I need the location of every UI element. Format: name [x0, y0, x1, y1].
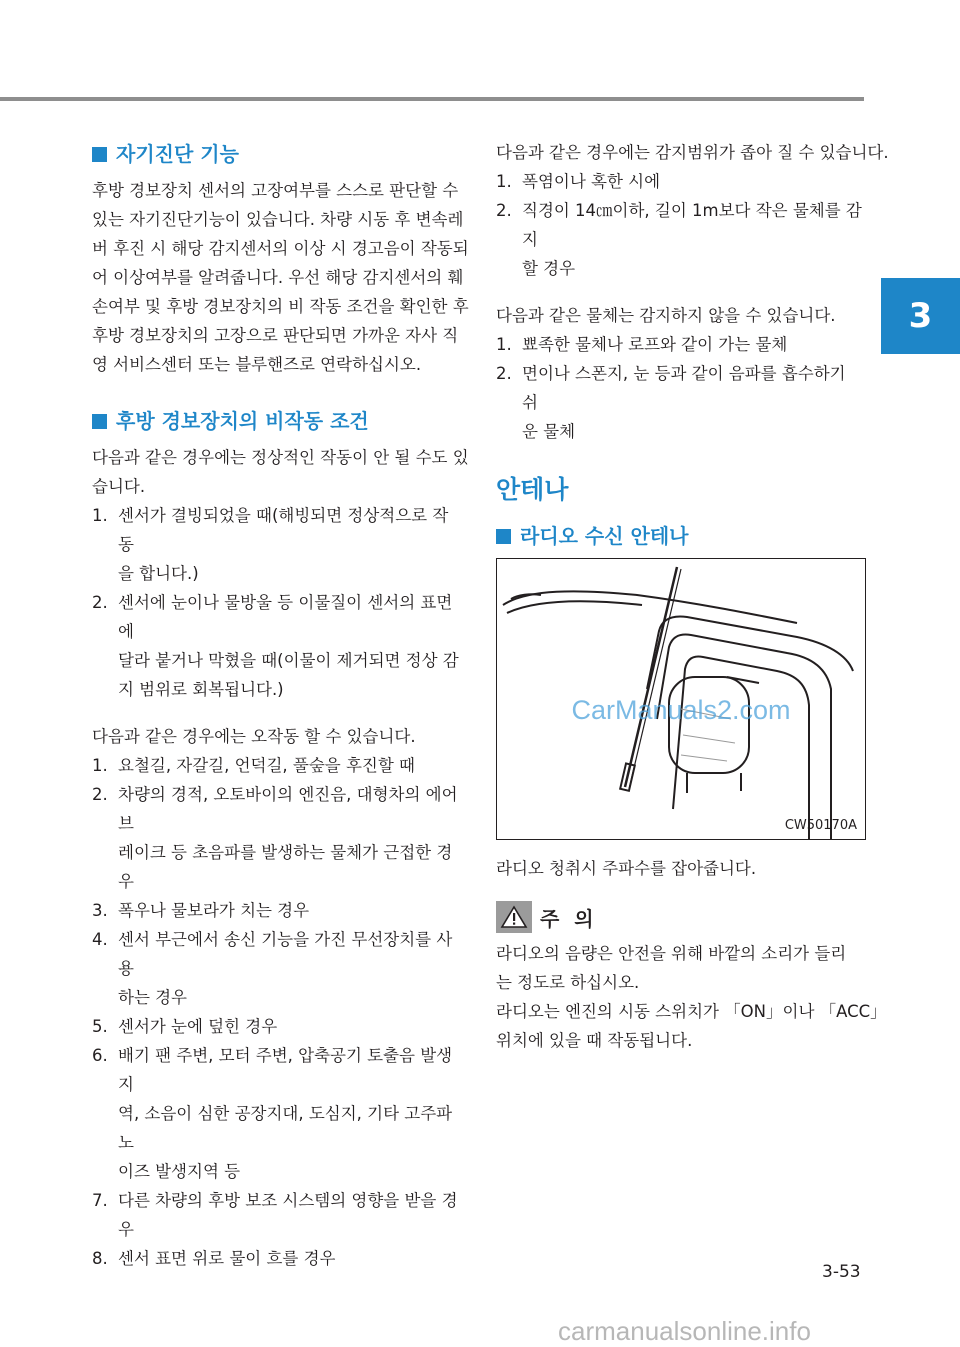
- list-item: 2. 직경이 14㎝이하, 길이 1m보다 작은 물체를 감지 할 경우: [496, 201, 862, 278]
- radio-antenna-heading: 라디오 수신 안테나: [496, 520, 866, 552]
- list-item: 2. 차량의 경적, 오토바이의 엔진음, 대형차의 에어 브 레이크 등 초음파를 발생하는 물체가 근접한 경우: [92, 785, 458, 891]
- list-item: 4. 센서 부근에서 송신 기능을 가진 무선장치를 사용 하는 경우: [92, 930, 453, 1007]
- list-item: 8. 센서 표면 위로 물이 흐를 경우: [92, 1249, 336, 1268]
- list-item: 1. 요철길, 자갈길, 언덕길, 풀숲을 후진할 때: [92, 756, 415, 775]
- misop-intro: 다음과 같은 경우에는 오작동 할 수 있습니다.: [92, 727, 416, 746]
- list-item: 2. 면이나 스폰지, 눈 등과 같이 음파를 흡수하기 쉬 운 물체: [496, 364, 846, 441]
- square-bullet-icon: [92, 147, 107, 162]
- square-bullet-icon: [496, 529, 511, 544]
- right-column: [496, 138, 889, 1055]
- undetect-list: [496, 330, 866, 446]
- top-rule: [0, 97, 864, 101]
- antenna-figure: [496, 558, 866, 840]
- self-diag-body: 후방 경보장치 센서의 고장여부를 스스로 판단할 수 있는 자기진단기능이 있습니다. 차량 시동 후 변속레 버 후진 시 해당 감지센서의 이상 시 경고음이 작동되 어 이상여부를 알려줍니다. 우선 해당 감지센서의 훼 손여부 및 후방 경보장치의 비 작동 조건을 확인한 후 후방 경보장치의 고장으로 판단되면 가까운 자사 직 영 서비스센터 또는 블루핸즈로 연락하십시오.: [92, 181, 469, 374]
- chapter-tab: 3: [881, 278, 960, 354]
- caution-title: 주 의: [540, 906, 598, 931]
- list-item: 2. 센서에 눈이나 물방울 등 이물질이 센서의 표면에 달라 붙거나 막혔을 때(이물이 제거되면 정상 감 지 범위로 회복됩니다.): [92, 593, 459, 699]
- misop-list: [92, 751, 462, 1273]
- list-item: 3. 폭우나 물보라가 치는 경우: [92, 901, 310, 920]
- square-bullet-icon: [92, 414, 107, 429]
- footer-watermark: carmanualsonline.info: [558, 1316, 811, 1346]
- self-diag-heading: 자기진단 기능: [92, 138, 462, 170]
- radio-body: 라디오 청취시 주파수를 잡아줍니다.: [496, 859, 757, 878]
- narrow-intro: 다음과 같은 경우에는 감지범위가 좁아 질 수 있습니다.: [496, 143, 889, 162]
- caution-header: [496, 901, 866, 933]
- warning-triangle-icon: [496, 901, 532, 933]
- list-item: 7. 다른 차량의 후방 보조 시스템의 영향을 받을 경우: [92, 1191, 458, 1239]
- narrow-list: [496, 167, 866, 283]
- non-operating-list: [92, 501, 462, 704]
- undetect-intro: 다음과 같은 물체는 감지하지 않을 수 있습니다.: [496, 306, 836, 325]
- left-column: [92, 138, 469, 1273]
- list-item: 5. 센서가 눈에 덮힌 경우: [92, 1017, 278, 1036]
- list-item: 1. 센서가 결빙되었을 때(해빙되면 정상적으로 작동 을 합니다.): [92, 506, 449, 583]
- caution-body: 라디오의 음량은 안전을 위해 바깥의 소리가 들리 는 정도로 하십시오. 라디오는 엔진의 시동 스위치가 「ON」이나 「ACC」 위치에 있을 때 작동됩니다.: [496, 944, 887, 1050]
- list-item: 6. 배기 팬 주변, 모터 주변, 압축공기 토출음 발생지 역, 소음이 심한 공장지대, 도심지, 기타 고주파 노 이즈 발생지역 등: [92, 1046, 453, 1181]
- page-number: 3-53: [822, 1262, 861, 1282]
- figure-code: CW50170A: [784, 818, 857, 833]
- list-item: 1. 뾰족한 물체나 로프와 같이 가는 물체: [496, 335, 788, 354]
- antenna-title: 안테나: [496, 475, 569, 504]
- list-item: 1. 폭염이나 혹한 시에: [496, 172, 661, 191]
- figure-watermark: CarManuals2.com: [571, 695, 791, 725]
- non-operating-intro: 다음과 같은 경우에는 정상적인 작동이 안 될 수도 있 습니다.: [92, 448, 469, 496]
- non-operating-heading: 후방 경보장치의 비작동 조건: [92, 405, 462, 437]
